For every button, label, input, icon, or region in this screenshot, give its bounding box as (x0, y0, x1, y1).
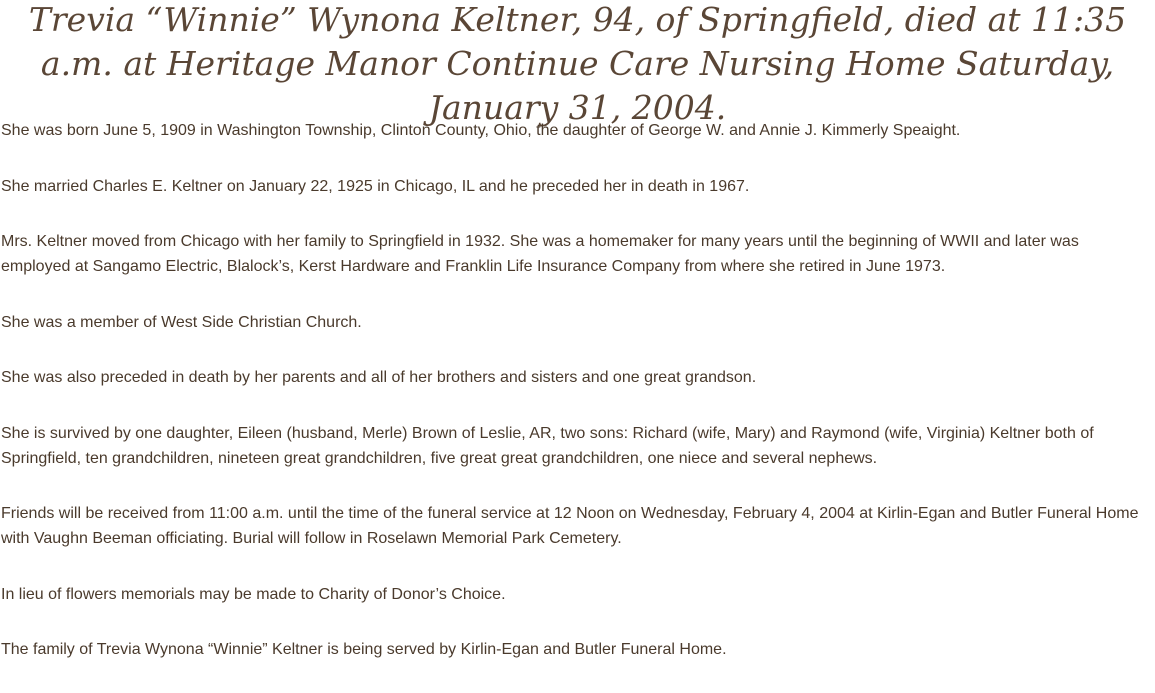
paragraph-birth: She was born June 5, 1909 in Washington Township, Clinton County, Ohio, the daughter of George W. and Annie J. Kimmerly Speaight. (1, 122, 961, 139)
paragraph-marriage: She married Charles E. Keltner on January 22, 1925 in Chicago, IL and he preceded her in death in 1967. (1, 177, 750, 195)
paragraph-services: Friends will be received from 11:00 a.m. until the time of the funeral service at 12 Noon on Wednesday, February 4, 2004 at Kirlin-Egan and Butler Funeral Home with Vaughn Beeman officiating. Burial will follow in Roselawn Memorial Park Cemetery. (1, 505, 1139, 547)
paragraph-survivors: She is survived by one daughter, Eileen (husband, Merle) Brown of Leslie, AR, two sons: Richard (wife, Mary) and Raymond (wife, Virginia) Keltner both of Springfield, ten grandchildren, nineteen great grandchildren, five great great grandchildren, one niece and several nephews. (1, 424, 1094, 467)
paragraph-preceded: She was also preceded in death by her parents and all of her brothers and sisters and one great grandson. (1, 369, 757, 386)
paragraph-memorials: In lieu of flowers memorials may be made to Charity of Donor’s Choice. (1, 585, 506, 603)
paragraph-career: Mrs. Keltner moved from Chicago with her family to Springfield in 1932. She was a homemaker for many years until the beginning of WWII and later was employed at Sangamo Electric, Blalock’s, Kerst Hardware and Franklin Life Insurance Company from where she retired in June 1973. (1, 233, 1079, 275)
obituary-headline: Trevia “Winnie” Wynona Keltner, 94, of Springfield, died at 11:35 a.m. at Heritage Manor Continue Care Nursing Home Saturday, January 31, 2004. (28, 0, 1127, 127)
paragraph-church: She was a member of West Side Christian Church. (1, 313, 362, 331)
obituary-body (1, 118, 1141, 693)
paragraph-funeral-home: The family of Trevia Wynona “Winnie” Keltner is being served by Kirlin-Egan and Butler Funeral Home. (1, 641, 727, 658)
